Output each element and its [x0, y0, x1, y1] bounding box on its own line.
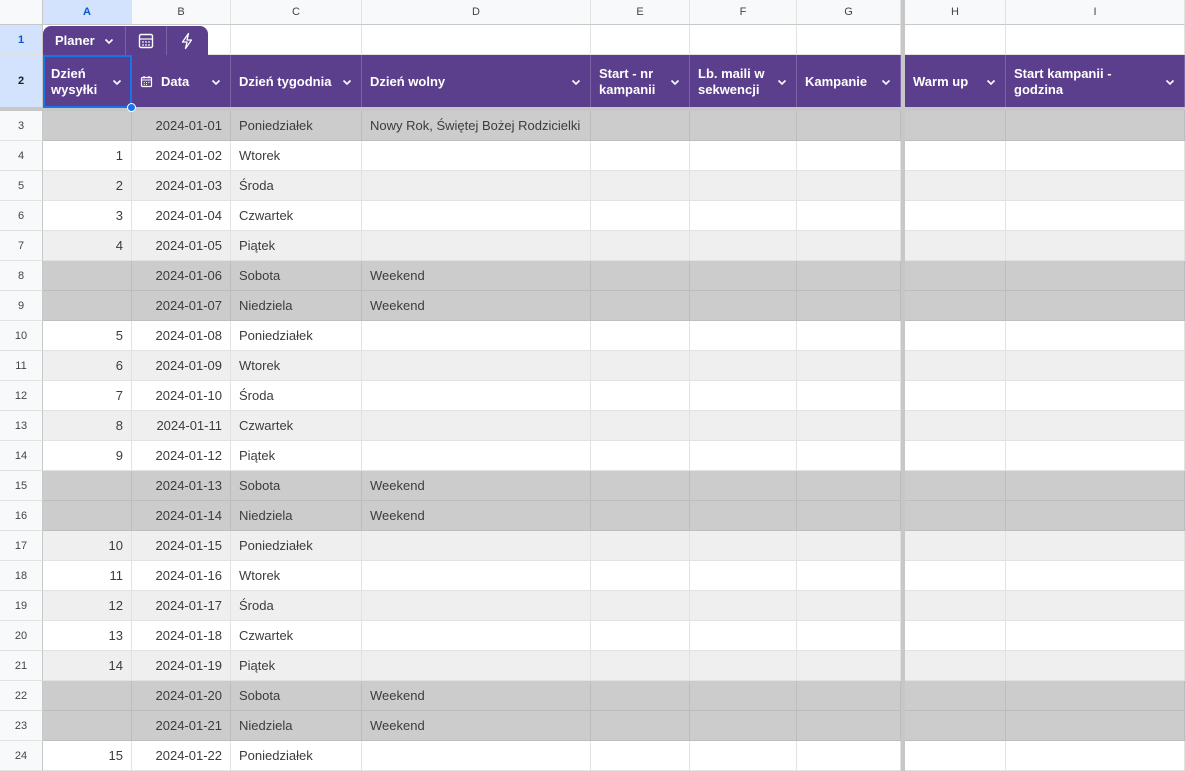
cell-empty[interactable]	[1006, 231, 1185, 261]
column-title-label: Start kampanii - godzina	[1014, 65, 1112, 97]
chevron-down-icon[interactable]	[985, 76, 997, 88]
cell-empty[interactable]	[905, 711, 1006, 741]
cell-empty[interactable]	[905, 111, 1006, 141]
cell-send-day[interactable]: 4	[43, 231, 132, 261]
row-header[interactable]: 14	[0, 441, 43, 471]
frozen-rows-divider[interactable]	[0, 107, 1185, 111]
cell-weekday[interactable]: Sobota	[231, 471, 362, 501]
cell-empty[interactable]	[591, 111, 690, 141]
cell-day-off[interactable]	[362, 171, 591, 201]
cell-date[interactable]: 2024-01-14	[132, 501, 231, 531]
cell-day-off[interactable]: Weekend	[362, 711, 591, 741]
cell-empty[interactable]	[797, 261, 901, 291]
cell-send-day[interactable]: 11	[43, 561, 132, 591]
table-name: Planer	[55, 33, 95, 48]
row-header[interactable]: 13	[0, 411, 43, 441]
cell-day-off[interactable]	[362, 231, 591, 261]
column-title-6[interactable]	[690, 55, 797, 108]
cell-day-off[interactable]: Weekend	[362, 261, 591, 291]
column-title-2[interactable]	[132, 55, 231, 108]
cell-empty[interactable]	[690, 561, 797, 591]
chevron-down-icon[interactable]	[776, 76, 788, 88]
cell-weekday[interactable]: Poniedziałek	[231, 321, 362, 351]
cell-date[interactable]: 2024-01-22	[132, 741, 231, 771]
cell-day-off[interactable]: Weekend	[362, 681, 591, 711]
cell-send-day[interactable]: 2	[43, 171, 132, 201]
cell-weekday[interactable]: Wtorek	[231, 561, 362, 591]
column-title-9[interactable]	[1006, 55, 1185, 108]
cell-empty[interactable]	[797, 711, 901, 741]
cell-date[interactable]: 2024-01-11	[132, 411, 231, 441]
cell-empty[interactable]	[591, 561, 690, 591]
row-header-1[interactable]: 1	[0, 25, 43, 55]
cell-day-off[interactable]	[362, 201, 591, 231]
cell-send-day[interactable]	[43, 471, 132, 501]
cell-date[interactable]: 2024-01-13	[132, 471, 231, 501]
cell-date[interactable]: 2024-01-03	[132, 171, 231, 201]
cell-weekday[interactable]: Niedziela	[231, 711, 362, 741]
cell-empty[interactable]	[690, 111, 797, 141]
calendar-icon	[140, 75, 153, 88]
fill-handle[interactable]	[127, 103, 136, 112]
column-title-label: Dzień tygodnia	[239, 73, 332, 89]
column-title-label: Dzień wolny	[370, 73, 446, 89]
cell-send-day[interactable]: 14	[43, 651, 132, 681]
cell-empty[interactable]	[1006, 411, 1185, 441]
cell-empty[interactable]	[591, 741, 690, 771]
cell-empty[interactable]	[797, 561, 901, 591]
cell-empty[interactable]	[905, 351, 1006, 381]
cell-empty[interactable]	[591, 261, 690, 291]
cell-send-day[interactable]	[43, 261, 132, 291]
cell-weekday[interactable]: Środa	[231, 171, 362, 201]
cell-empty[interactable]	[1006, 591, 1185, 621]
row-header[interactable]: 3	[0, 111, 43, 141]
cell-empty[interactable]	[905, 741, 1006, 771]
column-title-7[interactable]	[797, 55, 901, 108]
cell-weekday[interactable]: Czwartek	[231, 411, 362, 441]
row-header[interactable]: 15	[0, 471, 43, 501]
cell-empty[interactable]	[905, 231, 1006, 261]
cell-empty[interactable]	[1006, 621, 1185, 651]
column-header-f[interactable]: F	[690, 0, 797, 25]
cell-empty[interactable]	[690, 651, 797, 681]
cell-empty[interactable]	[797, 141, 901, 171]
cell-empty[interactable]	[797, 741, 901, 771]
cell-empty[interactable]	[797, 531, 901, 561]
cell-send-day[interactable]: 8	[43, 411, 132, 441]
cell-empty[interactable]	[591, 711, 690, 741]
cell-date[interactable]: 2024-01-01	[132, 111, 231, 141]
cell-empty[interactable]	[1006, 381, 1185, 411]
cell-date[interactable]: 2024-01-08	[132, 321, 231, 351]
cell-weekday[interactable]: Wtorek	[231, 351, 362, 381]
chevron-down-icon[interactable]	[341, 76, 353, 88]
cell-date[interactable]: 2024-01-09	[132, 351, 231, 381]
cell-empty[interactable]	[1006, 471, 1185, 501]
cell-empty[interactable]	[797, 651, 901, 681]
cell-empty[interactable]	[905, 261, 1006, 291]
cell-empty[interactable]	[905, 651, 1006, 681]
column-title-label: Lb. maili w sekwencji	[698, 65, 765, 97]
cell-empty[interactable]	[591, 441, 690, 471]
cell-empty[interactable]	[1006, 25, 1185, 55]
cell-empty[interactable]	[905, 171, 1006, 201]
cell-send-day[interactable]: 12	[43, 591, 132, 621]
cell-empty[interactable]	[591, 411, 690, 441]
cell-day-off[interactable]	[362, 651, 591, 681]
cell-date[interactable]: 2024-01-02	[132, 141, 231, 171]
column-header-g[interactable]: G	[797, 0, 901, 25]
cell-send-day[interactable]: 5	[43, 321, 132, 351]
cell-empty[interactable]	[797, 351, 901, 381]
cell-date[interactable]: 2024-01-18	[132, 621, 231, 651]
cell-empty[interactable]	[231, 25, 362, 55]
column-title-label: Data	[161, 73, 190, 89]
column-header-e[interactable]: E	[591, 0, 690, 25]
column-header-i[interactable]: I	[1006, 0, 1185, 25]
row-header[interactable]: 8	[0, 261, 43, 291]
cell-empty[interactable]	[797, 381, 901, 411]
cell-empty[interactable]	[797, 231, 901, 261]
cell-weekday[interactable]: Piątek	[231, 441, 362, 471]
cell-empty[interactable]	[591, 231, 690, 261]
cell-empty[interactable]	[591, 291, 690, 321]
cell-day-off[interactable]	[362, 531, 591, 561]
cell-empty[interactable]	[1006, 171, 1185, 201]
chevron-down-icon[interactable]	[669, 76, 681, 88]
cell-weekday[interactable]: Niedziela	[231, 291, 362, 321]
cell-empty[interactable]	[797, 201, 901, 231]
cell-weekday[interactable]: Środa	[231, 381, 362, 411]
table-automation-button[interactable]	[167, 26, 207, 55]
calculator-icon	[137, 32, 155, 50]
cell-empty[interactable]	[1006, 111, 1185, 141]
bolt-icon	[179, 32, 195, 50]
cell-date[interactable]: 2024-01-16	[132, 561, 231, 591]
cell-empty[interactable]	[1006, 141, 1185, 171]
select-all-corner[interactable]	[0, 0, 43, 25]
column-header-a[interactable]: A	[43, 0, 132, 25]
cell-empty[interactable]	[690, 441, 797, 471]
cell-empty[interactable]	[905, 25, 1006, 55]
cell-empty[interactable]	[1006, 561, 1185, 591]
cell-empty[interactable]	[690, 591, 797, 621]
row-header[interactable]: 17	[0, 531, 43, 561]
active-cell-selection	[43, 55, 132, 108]
cell-empty[interactable]	[690, 471, 797, 501]
cell-empty[interactable]	[208, 25, 231, 55]
chevron-down-icon	[103, 35, 115, 47]
cell-day-off[interactable]: Nowy Rok, Świętej Bożej Rodzicielki	[362, 111, 591, 141]
cell-empty[interactable]	[1006, 711, 1185, 741]
cell-date[interactable]: 2024-01-07	[132, 291, 231, 321]
cell-empty[interactable]	[1006, 201, 1185, 231]
table-name-dropdown[interactable]	[43, 26, 125, 55]
cell-send-day[interactable]	[43, 501, 132, 531]
chevron-down-icon[interactable]	[570, 76, 582, 88]
cell-weekday[interactable]: Poniedziałek	[231, 741, 362, 771]
row-header[interactable]: 12	[0, 381, 43, 411]
cell-empty[interactable]	[690, 381, 797, 411]
cell-weekday[interactable]: Sobota	[231, 261, 362, 291]
cell-weekday[interactable]: Czwartek	[231, 201, 362, 231]
cell-empty[interactable]	[1006, 681, 1185, 711]
cell-empty[interactable]	[905, 321, 1006, 351]
cell-empty[interactable]	[1006, 351, 1185, 381]
row-header[interactable]: 16	[0, 501, 43, 531]
cell-date[interactable]: 2024-01-20	[132, 681, 231, 711]
table-stats-button[interactable]	[126, 26, 166, 55]
cell-send-day[interactable]	[43, 291, 132, 321]
column-title-3[interactable]	[231, 55, 362, 108]
cell-day-off[interactable]	[362, 621, 591, 651]
cell-empty[interactable]	[905, 471, 1006, 501]
cell-empty[interactable]	[905, 681, 1006, 711]
cell-empty[interactable]	[797, 111, 901, 141]
cell-empty[interactable]	[690, 531, 797, 561]
cell-day-off[interactable]	[362, 141, 591, 171]
row-header[interactable]: 10	[0, 321, 43, 351]
row-header[interactable]: 19	[0, 591, 43, 621]
row-header[interactable]: 9	[0, 291, 43, 321]
row-header[interactable]: 4	[0, 141, 43, 171]
cell-day-off[interactable]	[362, 321, 591, 351]
cell-send-day[interactable]: 3	[43, 201, 132, 231]
table-chip	[43, 26, 208, 55]
cell-empty[interactable]	[690, 201, 797, 231]
cell-empty[interactable]	[591, 531, 690, 561]
column-title-label: Kampanie	[805, 73, 868, 89]
cell-empty[interactable]	[905, 441, 1006, 471]
cell-empty[interactable]	[690, 141, 797, 171]
cell-empty[interactable]	[690, 25, 797, 55]
cell-empty[interactable]	[905, 141, 1006, 171]
cell-empty[interactable]	[591, 621, 690, 651]
cell-empty[interactable]	[591, 171, 690, 201]
cell-day-off[interactable]	[362, 741, 591, 771]
cell-empty[interactable]	[797, 501, 901, 531]
column-header-c[interactable]: C	[231, 0, 362, 25]
cell-empty[interactable]	[905, 291, 1006, 321]
column-title-4[interactable]	[362, 55, 591, 108]
cell-day-off[interactable]	[362, 351, 591, 381]
cell-weekday[interactable]: Wtorek	[231, 141, 362, 171]
column-title-label: Warm up	[913, 73, 969, 89]
cell-empty[interactable]	[690, 321, 797, 351]
column-title-label: Dzień wysyłki	[51, 65, 98, 97]
cell-empty[interactable]	[1006, 651, 1185, 681]
cell-send-day[interactable]: 15	[43, 741, 132, 771]
cell-empty[interactable]	[1006, 441, 1185, 471]
cell-date[interactable]: 2024-01-19	[132, 651, 231, 681]
cell-empty[interactable]	[591, 651, 690, 681]
cell-empty[interactable]	[905, 201, 1006, 231]
cell-empty[interactable]	[905, 501, 1006, 531]
column-title-8[interactable]	[905, 55, 1006, 108]
cell-empty[interactable]	[591, 501, 690, 531]
cell-weekday[interactable]: Czwartek	[231, 621, 362, 651]
row-header[interactable]: 22	[0, 681, 43, 711]
cell-empty[interactable]	[1006, 291, 1185, 321]
cell-empty[interactable]	[905, 621, 1006, 651]
cell-weekday[interactable]: Piątek	[231, 651, 362, 681]
cell-day-off[interactable]: Weekend	[362, 501, 591, 531]
cell-day-off[interactable]	[362, 381, 591, 411]
cell-empty[interactable]	[591, 681, 690, 711]
cell-empty[interactable]	[591, 591, 690, 621]
cell-send-day[interactable]: 7	[43, 381, 132, 411]
row-header[interactable]: 7	[0, 231, 43, 261]
cell-empty[interactable]	[797, 591, 901, 621]
chevron-down-icon[interactable]	[880, 76, 892, 88]
cell-empty[interactable]	[690, 231, 797, 261]
cell-empty[interactable]	[797, 321, 901, 351]
cell-send-day[interactable]: 13	[43, 621, 132, 651]
cell-empty[interactable]	[797, 471, 901, 501]
cell-send-day[interactable]: 6	[43, 351, 132, 381]
column-header-h[interactable]: H	[905, 0, 1006, 25]
cell-empty[interactable]	[797, 621, 901, 651]
column-header-b[interactable]: B	[132, 0, 231, 25]
cell-send-day[interactable]: 1	[43, 141, 132, 171]
row-header[interactable]: 11	[0, 351, 43, 381]
cell-empty[interactable]	[690, 501, 797, 531]
cell-weekday[interactable]: Poniedziałek	[231, 111, 362, 141]
cell-empty[interactable]	[591, 321, 690, 351]
column-title-label: Start - nr kampanii	[599, 65, 656, 97]
cell-empty[interactable]	[690, 351, 797, 381]
chevron-down-icon[interactable]	[1164, 76, 1176, 88]
cell-empty[interactable]	[797, 171, 901, 201]
chevron-down-icon[interactable]	[210, 76, 222, 88]
cell-empty[interactable]	[690, 291, 797, 321]
cell-empty[interactable]	[797, 25, 901, 55]
cell-day-off[interactable]	[362, 411, 591, 441]
cell-empty[interactable]	[591, 471, 690, 501]
cell-empty[interactable]	[1006, 741, 1185, 771]
row-header[interactable]: 23	[0, 711, 43, 741]
cell-empty[interactable]	[690, 171, 797, 201]
row-header[interactable]: 21	[0, 651, 43, 681]
cell-empty[interactable]	[591, 25, 690, 55]
cell-empty[interactable]	[591, 351, 690, 381]
cell-empty[interactable]	[1006, 321, 1185, 351]
cell-date[interactable]: 2024-01-05	[132, 231, 231, 261]
row-header-2[interactable]: 2	[0, 55, 43, 108]
cell-date[interactable]: 2024-01-17	[132, 591, 231, 621]
cell-day-off[interactable]: Weekend	[362, 291, 591, 321]
cell-weekday[interactable]: Poniedziałek	[231, 531, 362, 561]
cell-empty[interactable]	[690, 681, 797, 711]
cell-empty[interactable]	[690, 261, 797, 291]
cell-send-day[interactable]: 9	[43, 441, 132, 471]
row-header[interactable]: 24	[0, 741, 43, 771]
cell-day-off[interactable]: Weekend	[362, 471, 591, 501]
cell-weekday[interactable]: Środa	[231, 591, 362, 621]
row-header[interactable]: 18	[0, 561, 43, 591]
cell-date[interactable]: 2024-01-15	[132, 531, 231, 561]
cell-empty[interactable]	[591, 381, 690, 411]
cell-empty[interactable]	[905, 411, 1006, 441]
row-header[interactable]: 5	[0, 171, 43, 201]
cell-empty[interactable]	[1006, 501, 1185, 531]
cell-date[interactable]: 2024-01-12	[132, 441, 231, 471]
cell-day-off[interactable]	[362, 561, 591, 591]
cell-send-day[interactable]	[43, 711, 132, 741]
cell-empty[interactable]	[905, 561, 1006, 591]
cell-empty[interactable]	[905, 381, 1006, 411]
cell-empty[interactable]	[905, 591, 1006, 621]
cell-empty[interactable]	[797, 411, 901, 441]
cell-send-day[interactable]	[43, 111, 132, 141]
cell-empty[interactable]	[1006, 261, 1185, 291]
cell-empty[interactable]	[797, 441, 901, 471]
column-title-5[interactable]	[591, 55, 690, 108]
cell-empty[interactable]	[362, 25, 591, 55]
row-header[interactable]: 6	[0, 201, 43, 231]
cell-date[interactable]: 2024-01-04	[132, 201, 231, 231]
cell-date[interactable]: 2024-01-21	[132, 711, 231, 741]
cell-send-day[interactable]: 10	[43, 531, 132, 561]
cell-empty[interactable]	[905, 531, 1006, 561]
cell-empty[interactable]	[690, 621, 797, 651]
cell-empty[interactable]	[1006, 531, 1185, 561]
cell-empty[interactable]	[797, 291, 901, 321]
cell-empty[interactable]	[690, 741, 797, 771]
frozen-columns-divider[interactable]	[901, 0, 905, 771]
cell-day-off[interactable]	[362, 591, 591, 621]
cell-empty[interactable]	[690, 711, 797, 741]
column-header-d[interactable]: D	[362, 0, 591, 25]
cell-empty[interactable]	[797, 681, 901, 711]
cell-date[interactable]: 2024-01-06	[132, 261, 231, 291]
cell-day-off[interactable]	[362, 441, 591, 471]
cell-weekday[interactable]: Sobota	[231, 681, 362, 711]
cell-weekday[interactable]: Niedziela	[231, 501, 362, 531]
row-header[interactable]: 20	[0, 621, 43, 651]
cell-empty[interactable]	[591, 201, 690, 231]
cell-weekday[interactable]: Piątek	[231, 231, 362, 261]
cell-empty[interactable]	[690, 411, 797, 441]
cell-send-day[interactable]	[43, 681, 132, 711]
cell-date[interactable]: 2024-01-10	[132, 381, 231, 411]
cell-empty[interactable]	[591, 141, 690, 171]
